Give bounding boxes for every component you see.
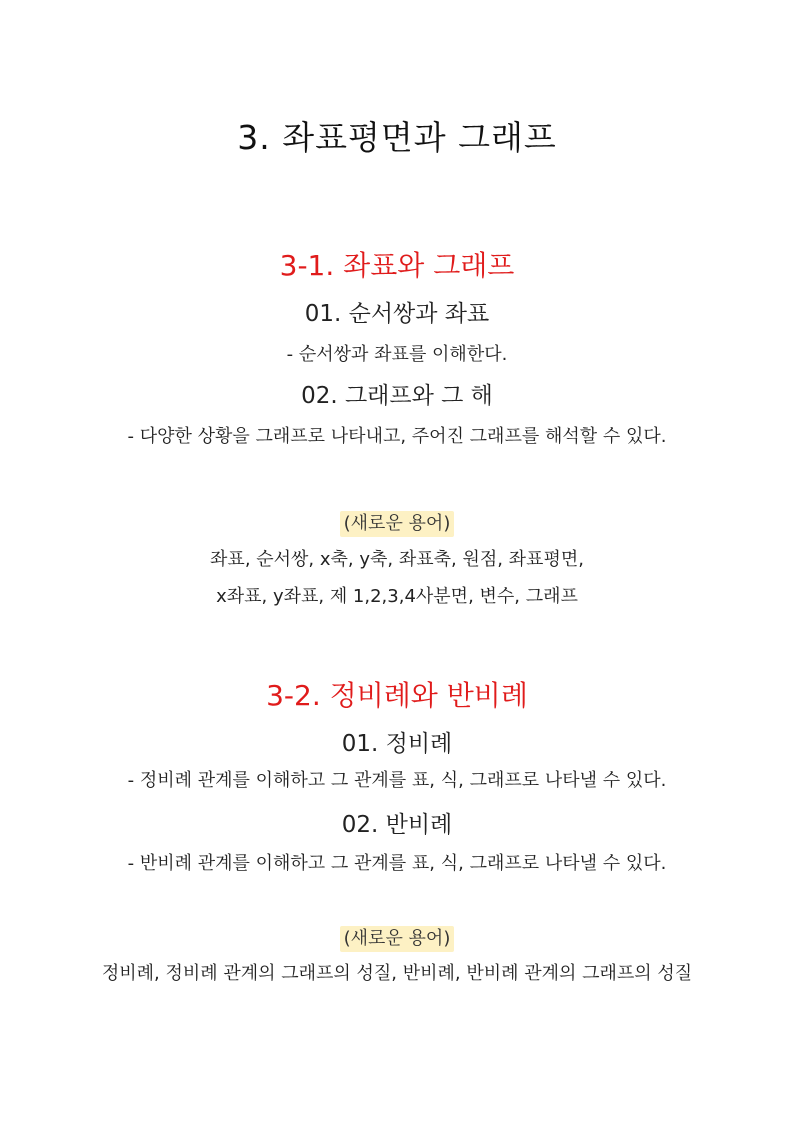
lesson-title-3-1-01: 01. 순서쌍과 좌표	[304, 301, 490, 327]
lesson-title-3-2-02: 02. 반비례	[341, 812, 453, 838]
new-terms-label-3-2	[0, 924, 794, 950]
lesson-desc-3-1-01: - 순서쌍과 좌표를 이해한다.	[286, 344, 508, 365]
lesson-title-3-1-02: 02. 그래프와 그 해	[301, 383, 493, 409]
lesson-desc-3-2-02: - 반비례 관계를 이해하고 그 관계를 표, 식, 그래프로 나타낼 수 있다.	[127, 853, 667, 874]
new-terms-label-3-1	[0, 509, 794, 535]
page-title: 3. 좌표평면과 그래프	[237, 118, 557, 157]
new-terms-line-3-1-a: 좌표, 순서쌍, x축, y축, 좌표축, 원점, 좌표평면,	[210, 549, 584, 570]
new-terms-line-3-2-a: 정비례, 정비례 관계의 그래프의 성질, 반비례, 반비례 관계의 그래프의 성질	[101, 963, 693, 984]
lesson-title-3-2-01: 01. 정비례	[341, 731, 453, 757]
section-heading-3-1: 3-1. 좌표와 그래프	[279, 249, 515, 282]
section-heading-3-2: 3-2. 정비례와 반비례	[266, 679, 528, 712]
lesson-desc-3-2-01: - 정비례 관계를 이해하고 그 관계를 표, 식, 그래프로 나타낼 수 있다.	[127, 770, 667, 791]
new-terms-label-highlight: (새로운 용어)	[340, 926, 455, 952]
new-terms-line-3-1-b: x좌표, y좌표, 제 1,2,3,4사분면, 변수, 그래프	[216, 586, 578, 607]
lesson-desc-3-1-02: - 다양한 상황을 그래프로 나타내고, 주어진 그래프를 해석할 수 있다.	[127, 426, 667, 447]
new-terms-label-highlight: (새로운 용어)	[340, 511, 455, 537]
